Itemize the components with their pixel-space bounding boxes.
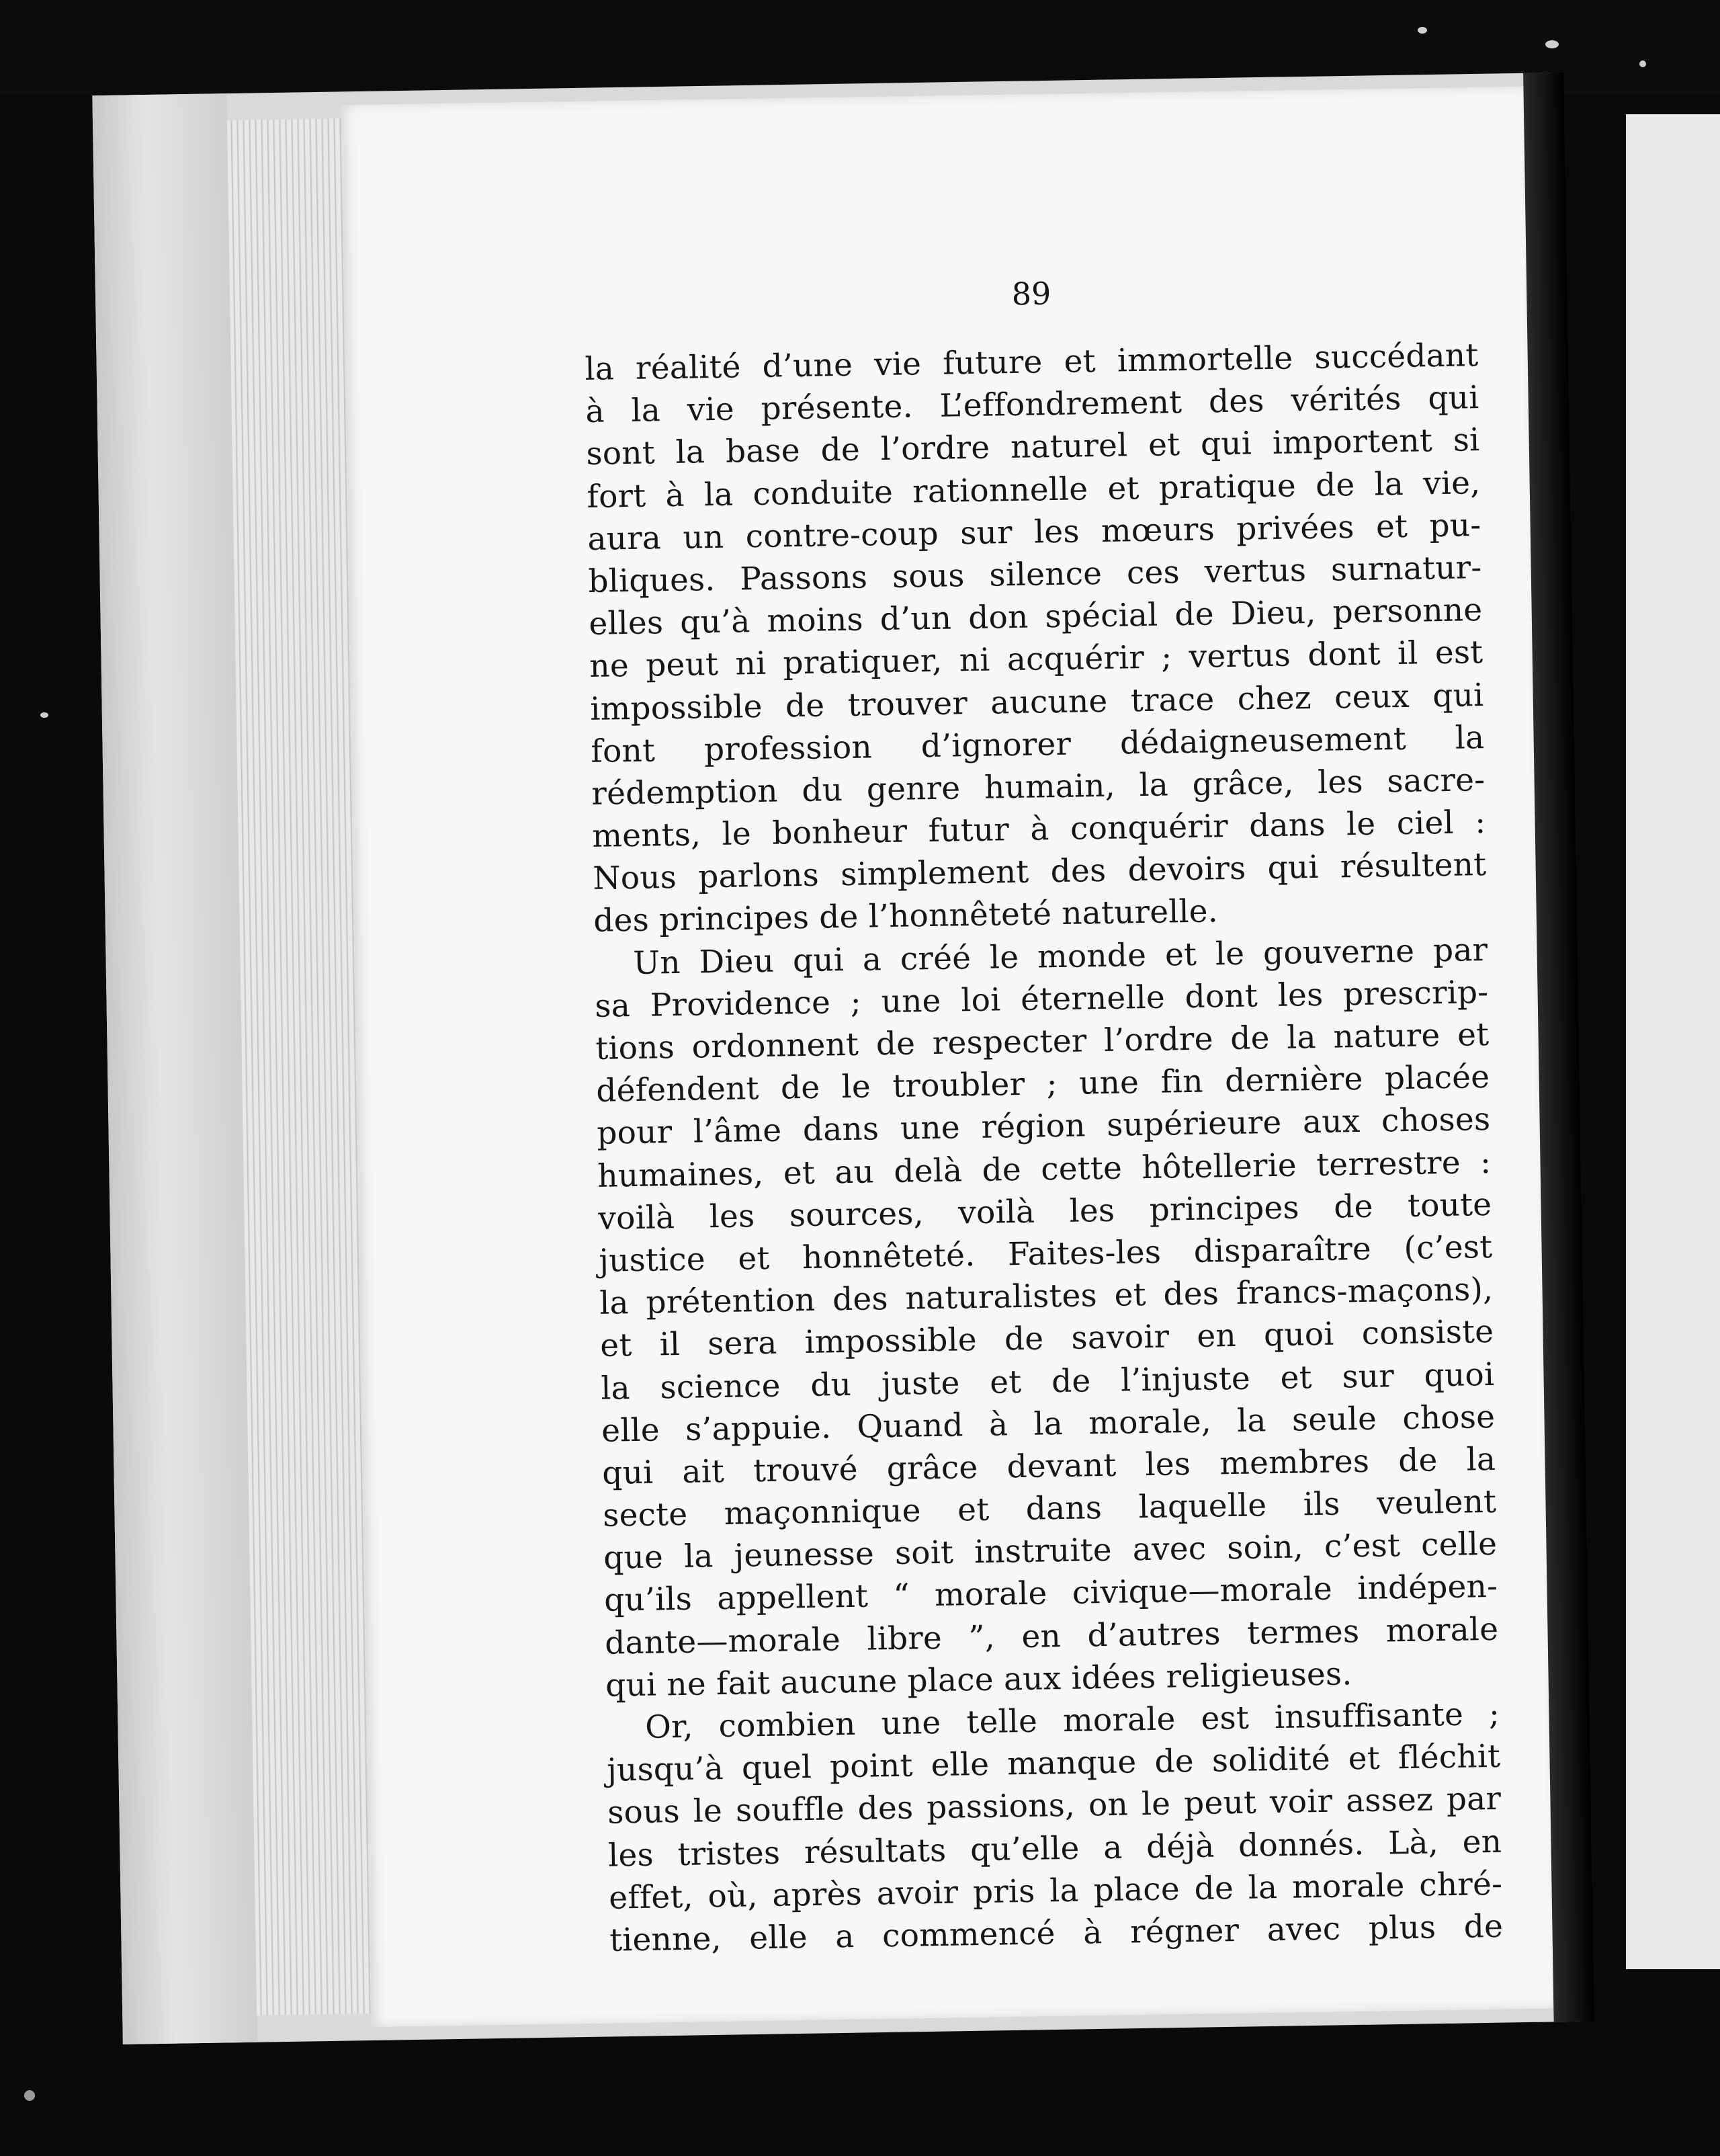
text-line: pour l’âme dans une région supérieure aux choses xyxy=(596,1101,1491,1153)
next-page-sliver xyxy=(1626,114,1720,1969)
text-line: elle s’appuie. Quand à la morale, la seule chose xyxy=(601,1398,1496,1450)
text-line: sont la base de l’ordre naturel et qui importent si xyxy=(586,421,1480,473)
text-line: elles qu’à moins d’un don spécial de Dieu, personne xyxy=(589,591,1483,643)
text-line: qu’ils appellent “ morale civique—morale indépen- xyxy=(603,1568,1498,1620)
text-line: rédemption du genre humain, la grâce, les sacre- xyxy=(591,761,1486,813)
text-line: fort à la conduite rationnelle et pratique de la vie, xyxy=(587,464,1481,515)
text-line: tions ordonnent de respecter l’ordre de la nature et xyxy=(595,1015,1490,1067)
text-line: voilà les sources, voilà les principes de toute xyxy=(597,1186,1492,1237)
text-line: qui ne fait aucune place aux idées religieuses. xyxy=(605,1655,1352,1704)
text-line: la prétention des naturalistes et des francs-maçons), xyxy=(599,1271,1494,1322)
text-line: Un Dieu qui a créé le monde et le gouverne par xyxy=(632,931,1488,982)
text-line: effet, où, après avoir pris la place de la morale chré- xyxy=(608,1865,1503,1917)
text-line: jusqu’à quel point elle manque de solidité et fléchit xyxy=(606,1738,1501,1789)
text-line: justice et honnêteté. Faites-les disparaître (c’est xyxy=(598,1228,1493,1280)
text-line: impossible de trouver aucune trace chez ceux qui xyxy=(590,676,1484,728)
text-line: que la jeunesse soit instruite avec soin, c’est celle xyxy=(603,1526,1498,1577)
scan-speck xyxy=(1545,40,1559,48)
text-line: font profession d’ignorer dédaigneusement la xyxy=(590,718,1485,770)
text-line: ne peut ni pratiquer, ni acquérir ; vertus dont il est xyxy=(589,634,1484,686)
text-line: défendent de le troubler ; une fin dernière placée xyxy=(595,1059,1490,1110)
text-line: des principes de l’honnêteté naturelle. xyxy=(593,893,1219,940)
text-line: tienne, elle a commencé à régner avec plus de xyxy=(609,1907,1504,1959)
body-text xyxy=(585,334,1504,1962)
text-line: la réalité d’une vie future et immortelle succédant xyxy=(585,337,1479,388)
text-line: Or, combien une telle morale est insuffisante ; xyxy=(644,1695,1500,1746)
scan-speck xyxy=(1418,27,1427,34)
text-line: et il sera impossible de savoir en quoi consiste xyxy=(599,1313,1494,1365)
text-line: aura un contre-coup sur les mœurs privées et pu- xyxy=(587,506,1481,558)
scan-speck xyxy=(40,712,48,718)
text-line: dante—morale libre ”, en d’autres termes morale xyxy=(604,1610,1499,1662)
text-line: bliques. Passons sous silence ces vertus surnatur- xyxy=(588,549,1482,600)
text-line: à la vie présente. L’effondrement des vérités qui xyxy=(585,379,1479,431)
text-line: la science du juste et de l’injuste et sur quoi xyxy=(600,1356,1495,1407)
page-number: 89 xyxy=(1011,275,1051,313)
text-line: sous le souffle des passions, on le peut voir assez par xyxy=(607,1780,1502,1832)
text-line: humaines, et au delà de cette hôtellerie terrestre : xyxy=(597,1143,1492,1195)
scan-speck xyxy=(24,2090,35,2101)
text-line: Nous parlons simplement des devoirs qui résultent xyxy=(592,846,1487,898)
text-line: les tristes résultats qu’elle a déjà donnés. Là, en xyxy=(607,1823,1502,1874)
text-line: ments, le bonheur futur à conquérir dans le ciel : xyxy=(591,804,1486,855)
text-line: qui ait trouvé grâce devant les membres de la xyxy=(601,1440,1496,1492)
text-line: secte maçonnique et dans laquelle ils veulent xyxy=(602,1483,1497,1534)
text-line: sa Providence ; une loi éternelle dont les prescrip- xyxy=(594,973,1489,1025)
scan-speck xyxy=(1639,60,1646,67)
